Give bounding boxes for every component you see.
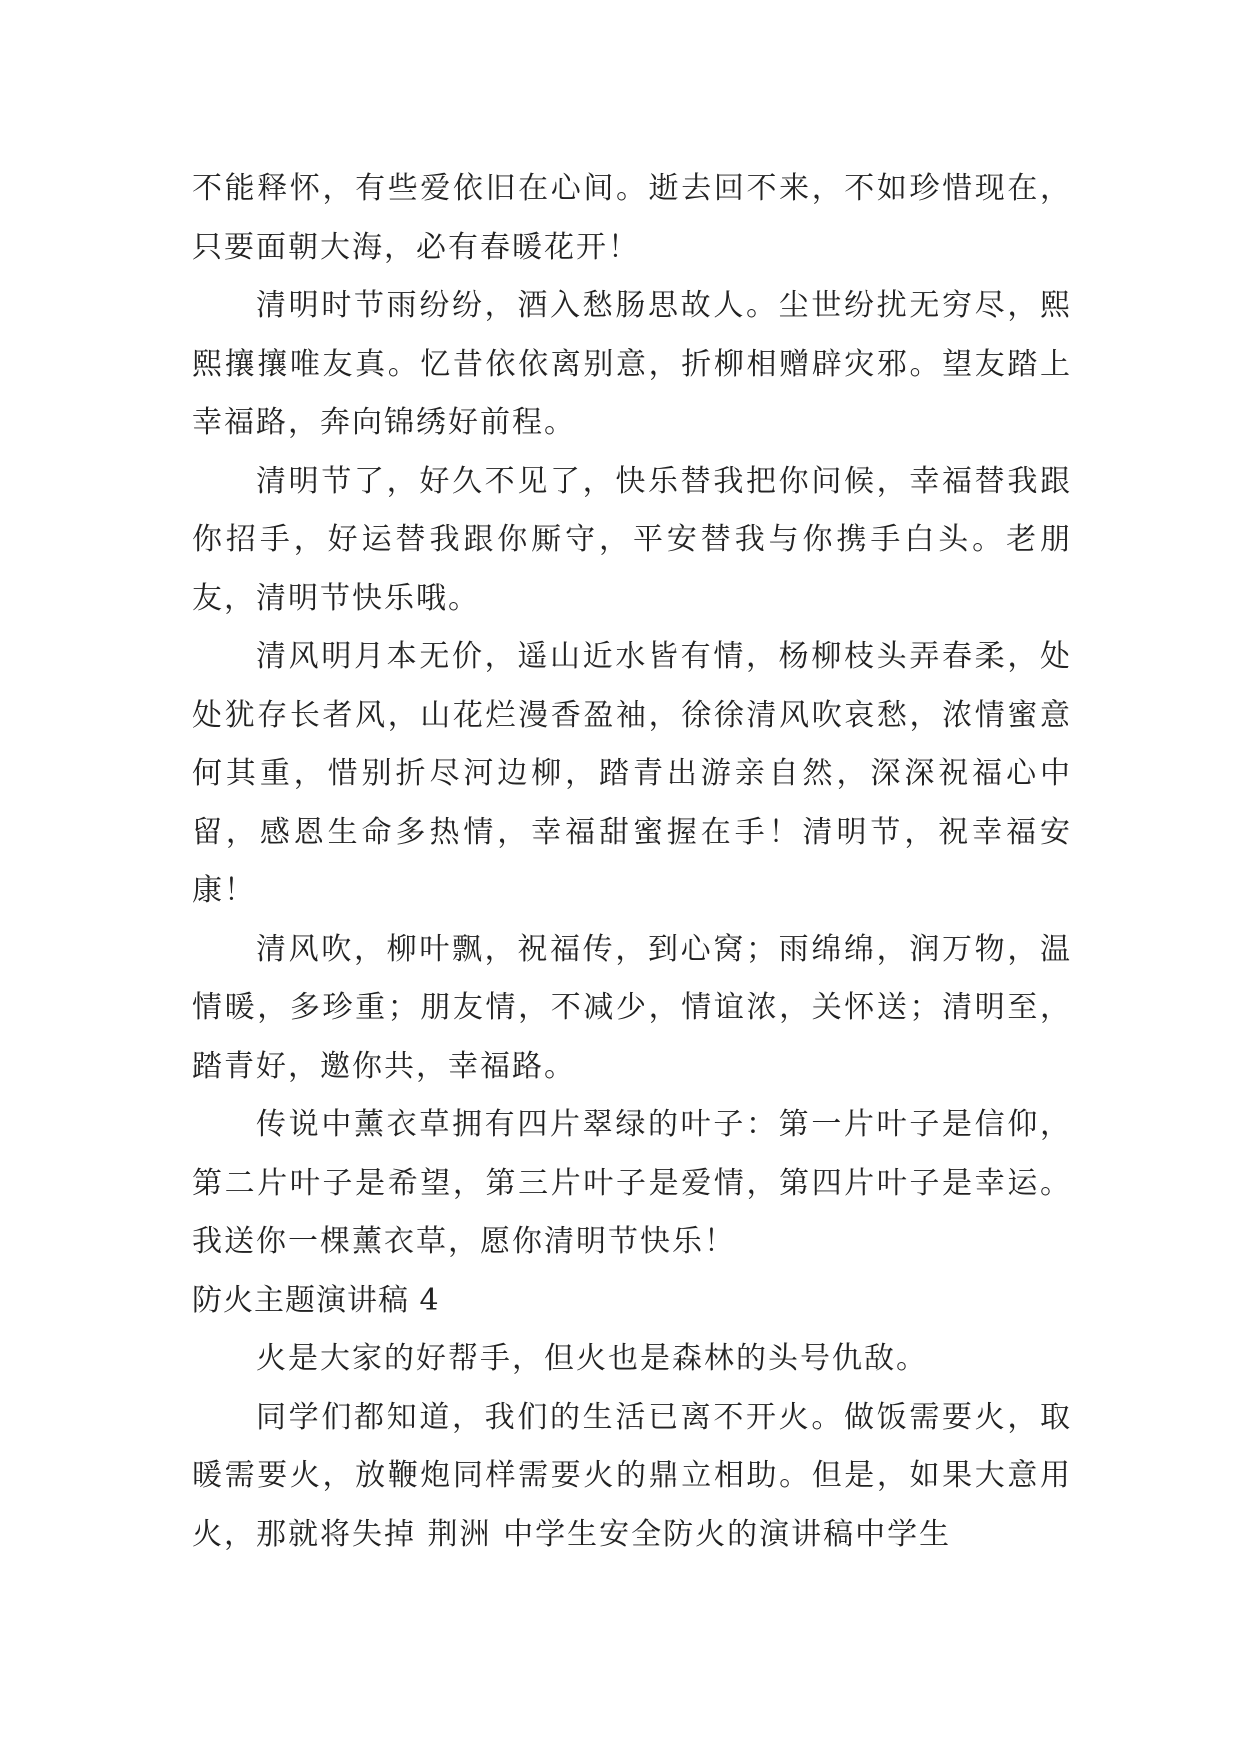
paragraph-long-time-no-see: 清明节了，好久不见了，快乐替我把你问候，幸福替我跟你招手，好运替我跟你厮守，平安替我与你携手白头。老朋友，清明节快乐哦。 [192, 463, 1072, 616]
paragraph-breeze-willow: 清风吹，柳叶飘，祝福传，到心窝；雨绵绵，润万物，温情暖，多珍重；朋友情，不减少，情谊浓，关怀送；清明至，踏青好，邀你共，幸福路。 [192, 931, 1072, 1084]
section-heading: 防火主题演讲稿 4 [192, 1282, 440, 1318]
paragraph-lavender: 传说中薰衣草拥有四片翠绿的叶子：第一片叶子是信仰，第二片叶子是希望，第三片叶子是爱情，第四片叶子是幸运。我送你一棵薰衣草，愿你清明节快乐！ [192, 1107, 1072, 1259]
paragraph-continued: 不能释怀，有些爱依旧在心间。逝去回不来，不如珍惜现在，只要面朝大海，必有春暖花开！ [192, 171, 1072, 265]
paragraph-fire-daily-life: 同学们都知道，我们的生活已离不开火。做饭需要火，取暖需要火，放鞭炮同样需要火的鼎立相助。但是，如果大意用火，那就将失掉 荆洲 中学生安全防火的演讲稿中学生 [192, 1399, 1072, 1552]
paragraph-breeze-moon: 清风明月本无价，遥山近水皆有情，杨柳枝头弄春柔，处处犹存长者风，山花烂漫香盈袖，徐徐清风吹哀愁，浓情蜜意何其重，惜别折尽河边柳，踏青出游亲自然，深深祝福心中留，感恩生命多热情，幸福甜蜜握在手！清明节，祝幸福安康！ [192, 639, 1072, 908]
document-body [192, 160, 1072, 1564]
paragraph-qingming-rain: 清明时节雨纷纷，酒入愁肠思故人。尘世纷扰无穷尽，熙熙攘攘唯友真。忆昔依依离别意，折柳相赠辟灾邪。望友踏上幸福路，奔向锦绣好前程。 [192, 288, 1072, 440]
paragraph-fire-helper: 火是大家的好帮手，但火也是森林的头号仇敌。 [256, 1341, 928, 1376]
